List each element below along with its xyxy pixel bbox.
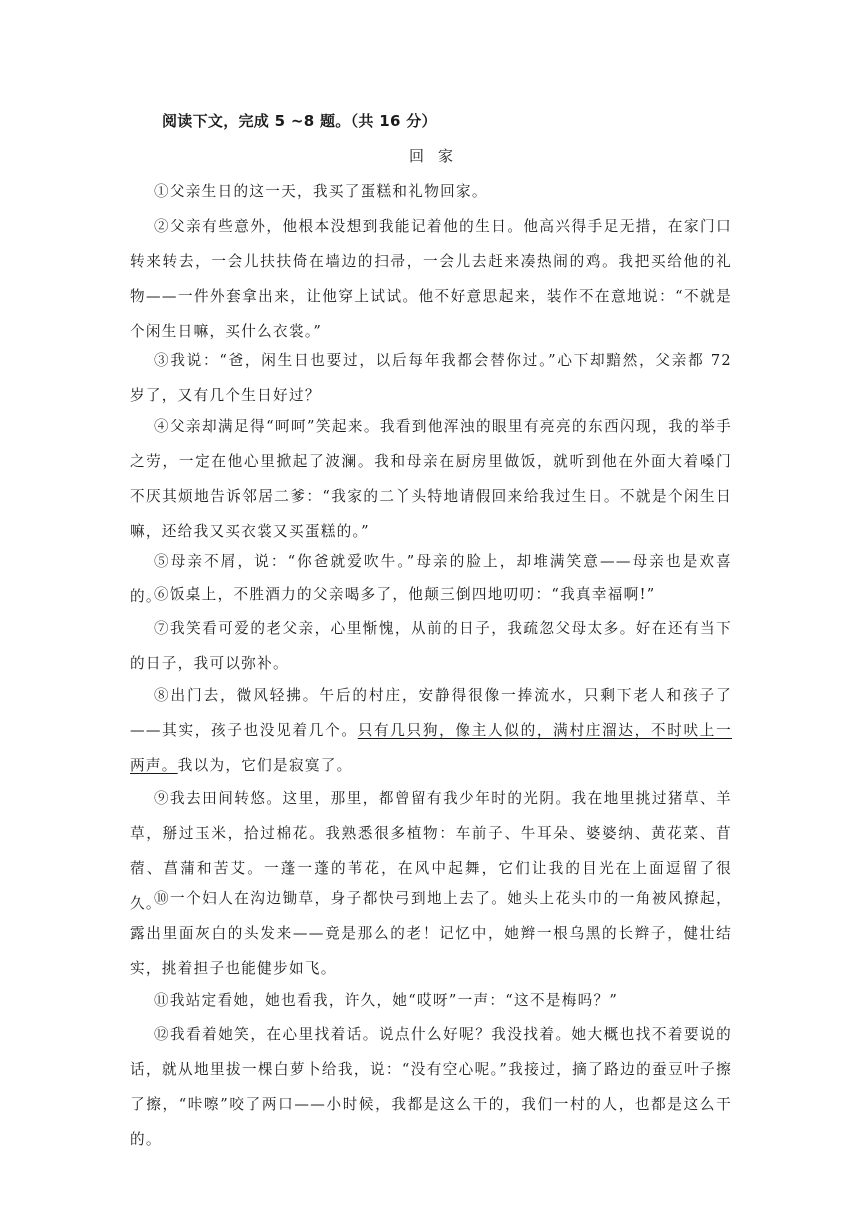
paragraph-text: ②父亲有些意外，他根本没想到我能记着他的生日。他高兴得手足无措，在家门口转来转去，一会儿扶扶倚在墙边的扫帚，一会儿去赶来凑热闹的鸡。我把买给他的礼物——一件外套拿出来，让他穿上试试。他不好意思起来，装作不在意地说：“不就是个闲生日嘛，买什么衣裳。” [130, 218, 732, 340]
paragraph-2 [130, 209, 732, 349]
underlined-sentence: 只有几只狗，像主人似的，满村庄溜达，不时吠上一两声。 [130, 722, 732, 774]
paragraph-1 [130, 174, 732, 209]
paragraph-text: ⑪我站定看她，她也看我，许久，她“哎呀”一声：“这不是梅吗？” [154, 992, 619, 1009]
paragraph-10 [130, 881, 732, 986]
paragraph-text: ①父亲生日的这一天，我买了蛋糕和礼物回家。 [154, 183, 488, 200]
paragraph-text: ⑦我笑看可爱的老父亲，心里惭愧，从前的日子，我疏忽父母太多。好在还有当下的日子，我可以弥补。 [130, 620, 732, 672]
paragraph-text: ⑨我去田间转悠。这里，那里，都曾留有我少年时的光阴。我在地里挑过猪草、羊草，掰过玉米，拾过棉花。我熟悉很多植物：车前子、牛耳朵、婆婆纳、黄花菜、苜蓿、菖蒲和苦艾。一蓬一蓬的苇花，在风中起舞，它们让我的目光在上面逗留了很久。 [130, 790, 732, 912]
paragraph-8 [130, 678, 732, 783]
paragraph-text: ⑧出门去，微风轻拂。午后的村庄，安静得很像一捧流水，只剩下老人和孩子了——其实，孩子也没见着几个。 [130, 687, 732, 739]
paragraph-text: ⑩一个妇人在沟边锄草，身子都快弓到地上去了。她头上花头巾的一角被风撩起，露出里面灰白的头发来——竟是那么的老！记忆中，她辫一根乌黑的长辫子，健壮结实，挑着担子也能健步如飞。 [130, 890, 732, 977]
article-title: 回家 [409, 147, 468, 165]
paragraph-11 [130, 983, 732, 1018]
paragraph-text: ④父亲却满足得“呵呵”笑起来。我看到他浑浊的眼里有亮亮的东西闪现，我的举手之劳，一定在他心里掀起了波澜。我和母亲在厨房里做饭，就听到他在外面大着嗓门不厌其烦地告诉邻居二爹：“我家的二丫头特地请假回来给我过生日。不就是个闲生日嘛，还给我又买衣裳又买蛋糕的。” [130, 418, 732, 540]
paragraph-4 [130, 409, 732, 549]
paragraph-text: ⑫我看着她笑，在心里找着话。说点什么好呢？我没找着。她大概也找不着要说的话，就从地里拔一棵白萝卜给我，说：“没有空心呢。”我接过，摘了路边的蚕豆叶子擦了擦，“咔嚓”咬了两口——小时候，我都是这么干的，我们一村的人，也都是这么干的。 [130, 1026, 732, 1148]
paragraph-text: ⑤母亲不屑，说：“你爸就爱吹牛。”母亲的脸上，却堆满笑意——母亲也是欢喜的。 [130, 553, 732, 605]
paragraph-3 [130, 343, 732, 413]
paragraph-text: ⑥饭桌上，不胜酒力的父亲喝多了，他颠三倒四地叨叨：“我真幸福啊!” [154, 586, 656, 603]
paragraph-7 [130, 611, 732, 681]
paragraph-text-tail: 我以为，它们是寂寞了。 [177, 757, 353, 774]
question-instruction: 阅读下文，完成 5 ~8 题。（共 16 分） [162, 112, 437, 130]
paragraph-12 [130, 1017, 732, 1157]
paragraph-text: ③我说：“爸，闲生日也要过，以后每年我都会替你过。”心下却黯然，父亲都 72 岁了，又有几个生日好过？ [130, 352, 732, 404]
paragraph-6 [130, 577, 732, 612]
